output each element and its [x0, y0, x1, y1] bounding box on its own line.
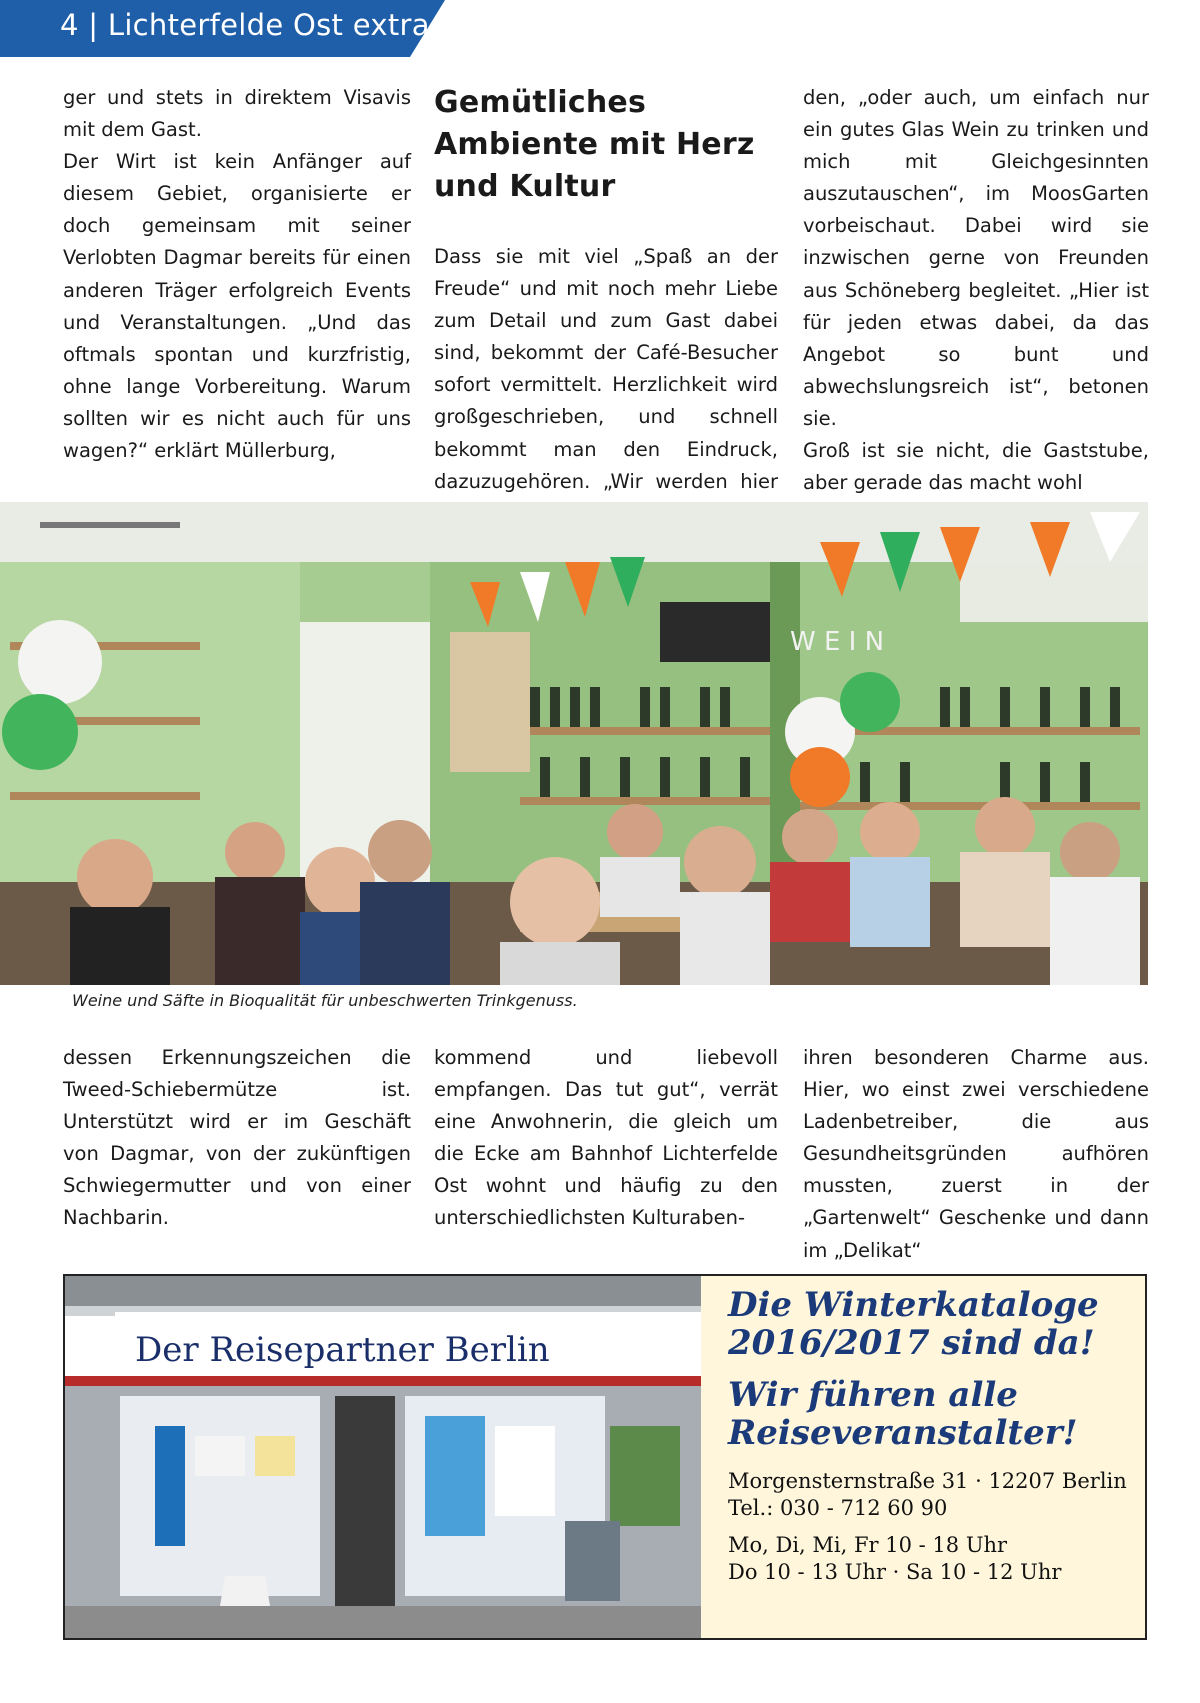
photo-caption: Weine und Säfte in Bioqualität für unbeschwerten Trinkgenuss. [72, 991, 578, 1010]
article-subheadline: Gemütliches Ambiente mit Herz und Kultur [434, 85, 755, 204]
cafe-photo [0, 502, 1148, 985]
ad-opening-hours: Do 10 - 13 Uhr · Sa 10 - 12 Uhr [728, 1560, 1062, 1584]
cafe-interior-illustration [0, 502, 1148, 985]
article-column-1-top [63, 82, 411, 467]
article-column-1-bottom [63, 1042, 411, 1235]
article-text: den, „oder auch, um einfach nur ein gutes Glas Wein zu trinken und mich mit Gleichgesinnten auszutauschen“, im MoosGarten vorbeischaut. Dabei wird sie inzwischen gerne von Freunden aus Schöneberg begleitet. „Hier ist für jeden etwas dabei, da das Angebot so bunt und abwechslungsreich ist“, betonen sie. [803, 86, 1149, 430]
ad-text-block [728, 1286, 1138, 1586]
shop-front-photo [65, 1276, 701, 1638]
article-column-2-bottom [434, 1042, 778, 1235]
article-text: Der Wirt ist kein Anfänger auf diesem Gebiet, organisierte er doch gemeinsam mit seiner Verlobten Dagmar bereits für einen anderen Träger erfolgreich Events und Veranstaltungen. „Und das oftmals spontan und kurzfristig, ohne lange Vorbereitung. Warum sollten wir es nicht auch für uns wagen?“ erklärt Müllerburg, [63, 150, 411, 463]
article-text: ihren besonderen Charme aus. Hier, wo einst zwei verschiedene Ladenbetreiber, die aus Gesundheitsgründen aufhören mussten, zuerst in der „Gartenwelt“ Geschenke und dann im „Delikat“ [803, 1046, 1149, 1262]
shop-sign-text: Der Reisepartner Berlin [135, 1330, 550, 1370]
article-column-3-bottom [803, 1042, 1149, 1267]
ad-phone: Tel.: 030 - 712 60 90 [728, 1496, 948, 1520]
section-header [0, 0, 480, 57]
article-text: ger und stets in direktem Visavis mit dem Gast. [63, 86, 411, 142]
article-column-2-top [434, 82, 778, 530]
ad-address: Morgensternstraße 31 · 12207 Berlin [728, 1469, 1127, 1493]
ad-subheadline: Wir führen alle Reiseveranstalter! [728, 1375, 1078, 1453]
ad-headline: Die Winterkataloge 2016/2017 sind da! [728, 1285, 1099, 1363]
shop-front-illustration [65, 1276, 701, 1638]
wine-sign: W E I N [790, 627, 885, 657]
article-text: Dass sie mit viel „Spaß an der Freude“ und mit noch mehr Liebe zum Detail und zum Gast dabei sind, bekommt der Café-Besucher sofort vermittelt. Herzlichkeit wird großgeschrieben, und schnell bekommt man den Eindruck, dazuzugehören. „Wir werden hier [434, 245, 778, 493]
ad-opening-hours: Mo, Di, Mi, Fr 10 - 18 Uhr [728, 1533, 1008, 1557]
section-title: 4 | Lichterfelde Ost extra [60, 8, 430, 42]
article-text: Groß ist sie nicht, die Gaststube, aber gerade das macht wohl [803, 439, 1149, 495]
article-column-3-top [803, 82, 1149, 499]
travel-agency-advertisement [63, 1274, 1147, 1640]
article-text: kommend und liebevoll empfangen. Das tut gut“, verrät eine Anwohnerin, die gleich um die Ecke am Bahnhof Lichterfelde Ost wohnt und häufig zu den unterschiedlichsten Kulturaben- [434, 1046, 778, 1230]
article-text: dessen Erkennungszeichen die Tweed-Schiebermütze ist. Unterstützt wird er im Geschäft von Dagmar, von der zukünftigen Schwiegermutter und von einer Nachbarin. [63, 1046, 411, 1230]
